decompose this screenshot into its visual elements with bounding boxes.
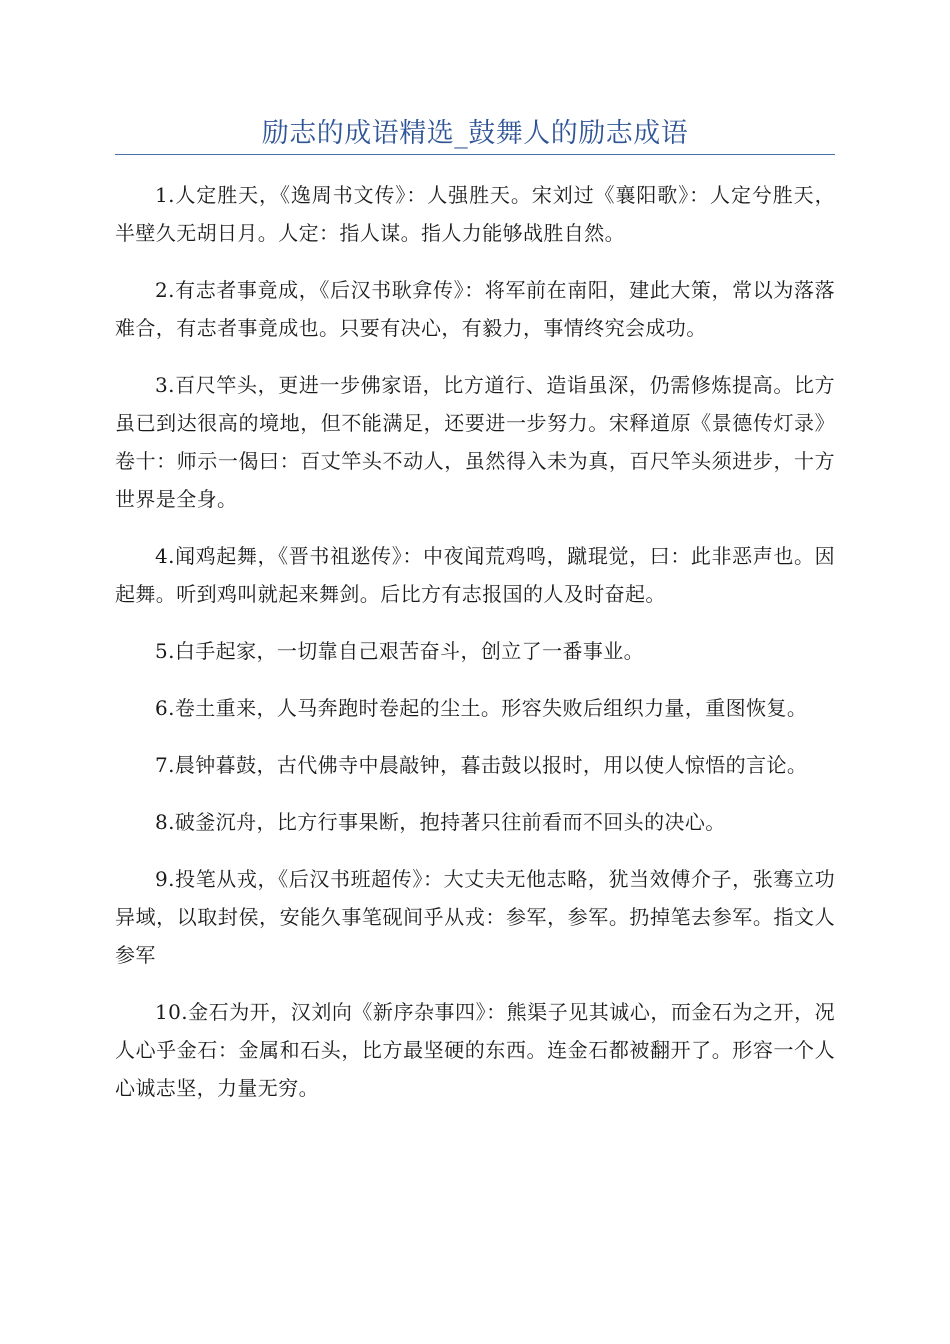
paragraph-10: 10.金石为开，汉刘向《新序杂事四》：熊渠子见其诚心，而金石为之开，况人心乎金石：金属和石头，比方最坚硬的东西。连金石都被翻开了。形容一个人心诚志坚，力量无穷。: [115, 1000, 835, 1100]
paragraph-6: 6.卷土重来，人马奔跑时卷起的尘土。形容失败后组织力量，重图恢复。: [155, 696, 808, 720]
page-title: 励志的成语精选_鼓舞人的励志成语: [261, 118, 689, 149]
paragraph-2: 2.有志者事竟成，《后汉书耿弇传》：将军前在南阳，建此大策，常以为落落难合，有志者事竟成也。只要有决心，有毅力，事情终究会成功。: [115, 278, 835, 340]
paragraph-1: 1.人定胜天，《逸周书文传》：人强胜天。宋刘过《襄阳歌》：人定兮胜天，半壁久无胡日月。人定：指人谋。指人力能够战胜自然。: [115, 183, 835, 245]
paragraph-8: 8.破釜沉舟，比方行事果断，抱持著只往前看而不回头的决心。: [155, 810, 726, 834]
document-body: [115, 176, 835, 1126]
paragraph-7: 7.晨钟暮鼓，古代佛寺中晨敲钟，暮击鼓以报时，用以使人惊悟的言论。: [155, 753, 808, 777]
paragraph-3: 3.百尺竿头，更进一步佛家语，比方道行、造诣虽深，仍需修炼提高。比方虽已到达很高的境地，但不能满足，还要进一步努力。宋释道原《景德传灯录》卷十：师示一偈曰：百丈竿头不动人，虽然得入未为真，百尺竿头须进步，十方世界是全身。: [115, 373, 835, 511]
paragraph-9: 9.投笔从戎，《后汉书班超传》：大丈夫无他志略，犹当效傅介子，张骞立功异域，以取封侯，安能久事笔砚间乎从戎：参军，参军。扔掉笔去参军。指文人参军: [115, 867, 835, 967]
paragraph-5: 5.白手起家，一切靠自己艰苦奋斗，创立了一番事业。: [155, 639, 645, 663]
title-underline: [115, 154, 835, 155]
paragraph-4: 4.闻鸡起舞，《晋书祖逖传》：中夜闻荒鸡鸣，蹴琨觉，曰：此非恶声也。因起舞。听到鸡叫就起来舞剑。后比方有志报国的人及时奋起。: [115, 544, 835, 606]
